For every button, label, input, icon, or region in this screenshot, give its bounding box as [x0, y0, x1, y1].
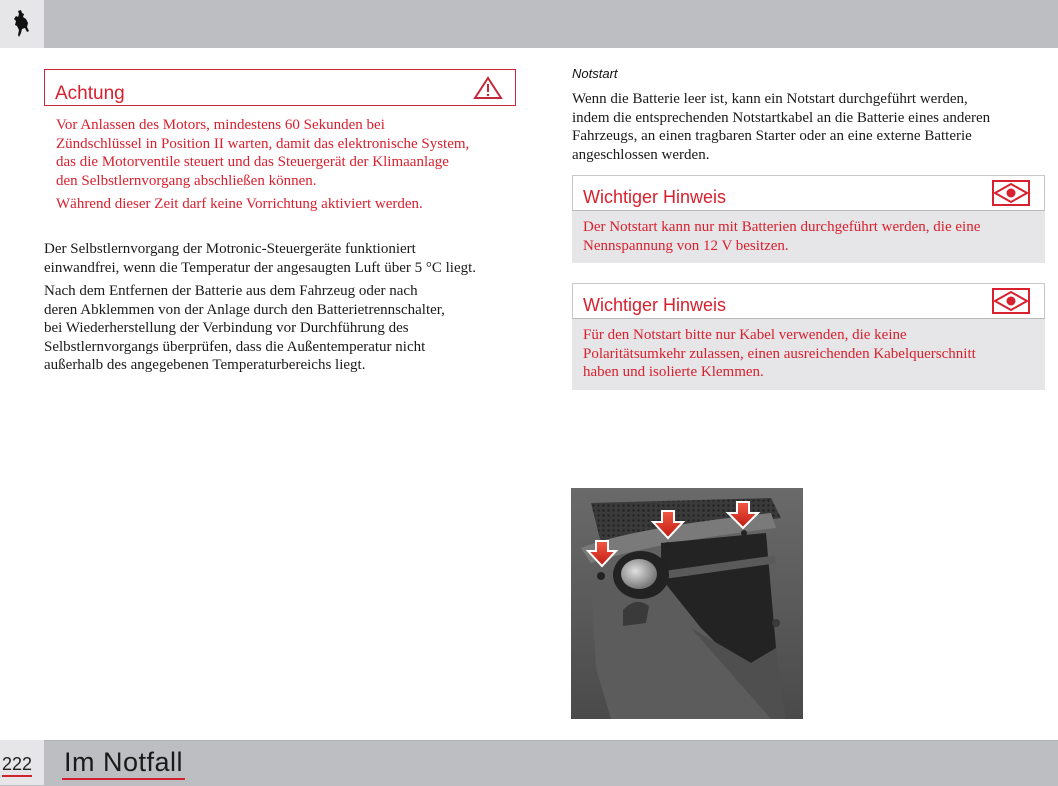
hint-body: [572, 319, 1045, 390]
engine-bay-illustration: [571, 488, 803, 719]
header-bar: [0, 0, 1058, 48]
warning-paragraph-1: [56, 116, 526, 190]
text-line: Zündschlüssel in Position II warten, damit das elektronische System,: [56, 135, 470, 152]
text-line: Während dieser Zeit darf keine Vorrichtung aktiviert werden.: [56, 196, 423, 212]
text-line: angeschlossen werden.: [572, 146, 710, 163]
text-line: Wenn die Batterie leer ist, kann ein Notstart durchgeführt werden,: [572, 91, 968, 107]
text-line: Vor Anlassen des Motors, mindestens 60 Sekunden bei: [56, 117, 385, 133]
text-line: haben und isolierte Klemmen.: [583, 364, 764, 380]
text-line: außerhalb des angegebenen Temperaturbereichs liegt.: [44, 357, 366, 373]
section-heading: Notstart: [572, 66, 618, 81]
body-paragraph-2: [44, 282, 534, 375]
hint-header: [572, 175, 1045, 211]
text-line: Fahrzeugs, an einen tragbaren Starter oder an eine externe Batterie: [572, 128, 972, 144]
text-line: Nennspannung von 12 V besitzen.: [583, 237, 789, 254]
hint-title: Wichtiger Hinweis: [583, 187, 727, 207]
hint-body: [572, 211, 1045, 263]
text-line: den Selbstlernvorgang abschließen können.: [56, 172, 317, 189]
warning-triangle-icon: [473, 76, 503, 100]
text-line: das die Motorventile steuert und das Steuergerät der Klimaanlage: [56, 154, 449, 170]
text-line: bei Wiederherstellung der Verbindung vor Durchführung des: [44, 320, 409, 336]
prancing-horse-icon: [12, 9, 32, 39]
warning-paragraph-2: [56, 195, 526, 214]
text-line: Der Selbstlernvorgang der Motronic-Steuergeräte funktioniert: [44, 241, 416, 257]
eye-icon: [992, 180, 1030, 206]
chapter-title: Im Notfall: [62, 746, 185, 780]
text-line: Für den Notstart bitte nur Kabel verwenden, die keine: [583, 327, 907, 343]
hint-title: Wichtiger Hinweis: [583, 295, 727, 315]
hint-box-1: [572, 175, 1045, 263]
engine-bay-photo: [571, 488, 803, 719]
text-line: Der Notstart kann nur mit Batterien durchgeführt werden, die eine: [583, 219, 981, 235]
logo-box: [0, 0, 44, 48]
text-line: indem die entsprechenden Notstartkabel an die Batterie eines anderen: [572, 109, 991, 126]
text-line: Polaritätsumkehr zulassen, einen ausreichenden Kabelquerschnitt: [583, 345, 976, 362]
text-line: Selbstlernvorgangs überprüfen, dass die Außentemperatur nicht: [44, 338, 426, 355]
text-line: Nach dem Entfernen der Batterie aus dem Fahrzeug oder nach: [44, 283, 418, 299]
text-line: deren Abklemmen von der Anlage durch den Batterietrennschalter,: [44, 301, 445, 318]
hint-box-2: [572, 283, 1045, 390]
page-number: 222: [2, 754, 32, 777]
intro-paragraph: [572, 90, 1052, 164]
warning-title: Achtung: [55, 83, 125, 104]
body-paragraph-1: [44, 240, 534, 277]
warning-header: [44, 69, 516, 106]
hint-header: [572, 283, 1045, 319]
eye-icon: [992, 288, 1030, 314]
text-line: einwandfrei, wenn die Temperatur der angesaugten Luft über 5 °C liegt.: [44, 259, 477, 276]
